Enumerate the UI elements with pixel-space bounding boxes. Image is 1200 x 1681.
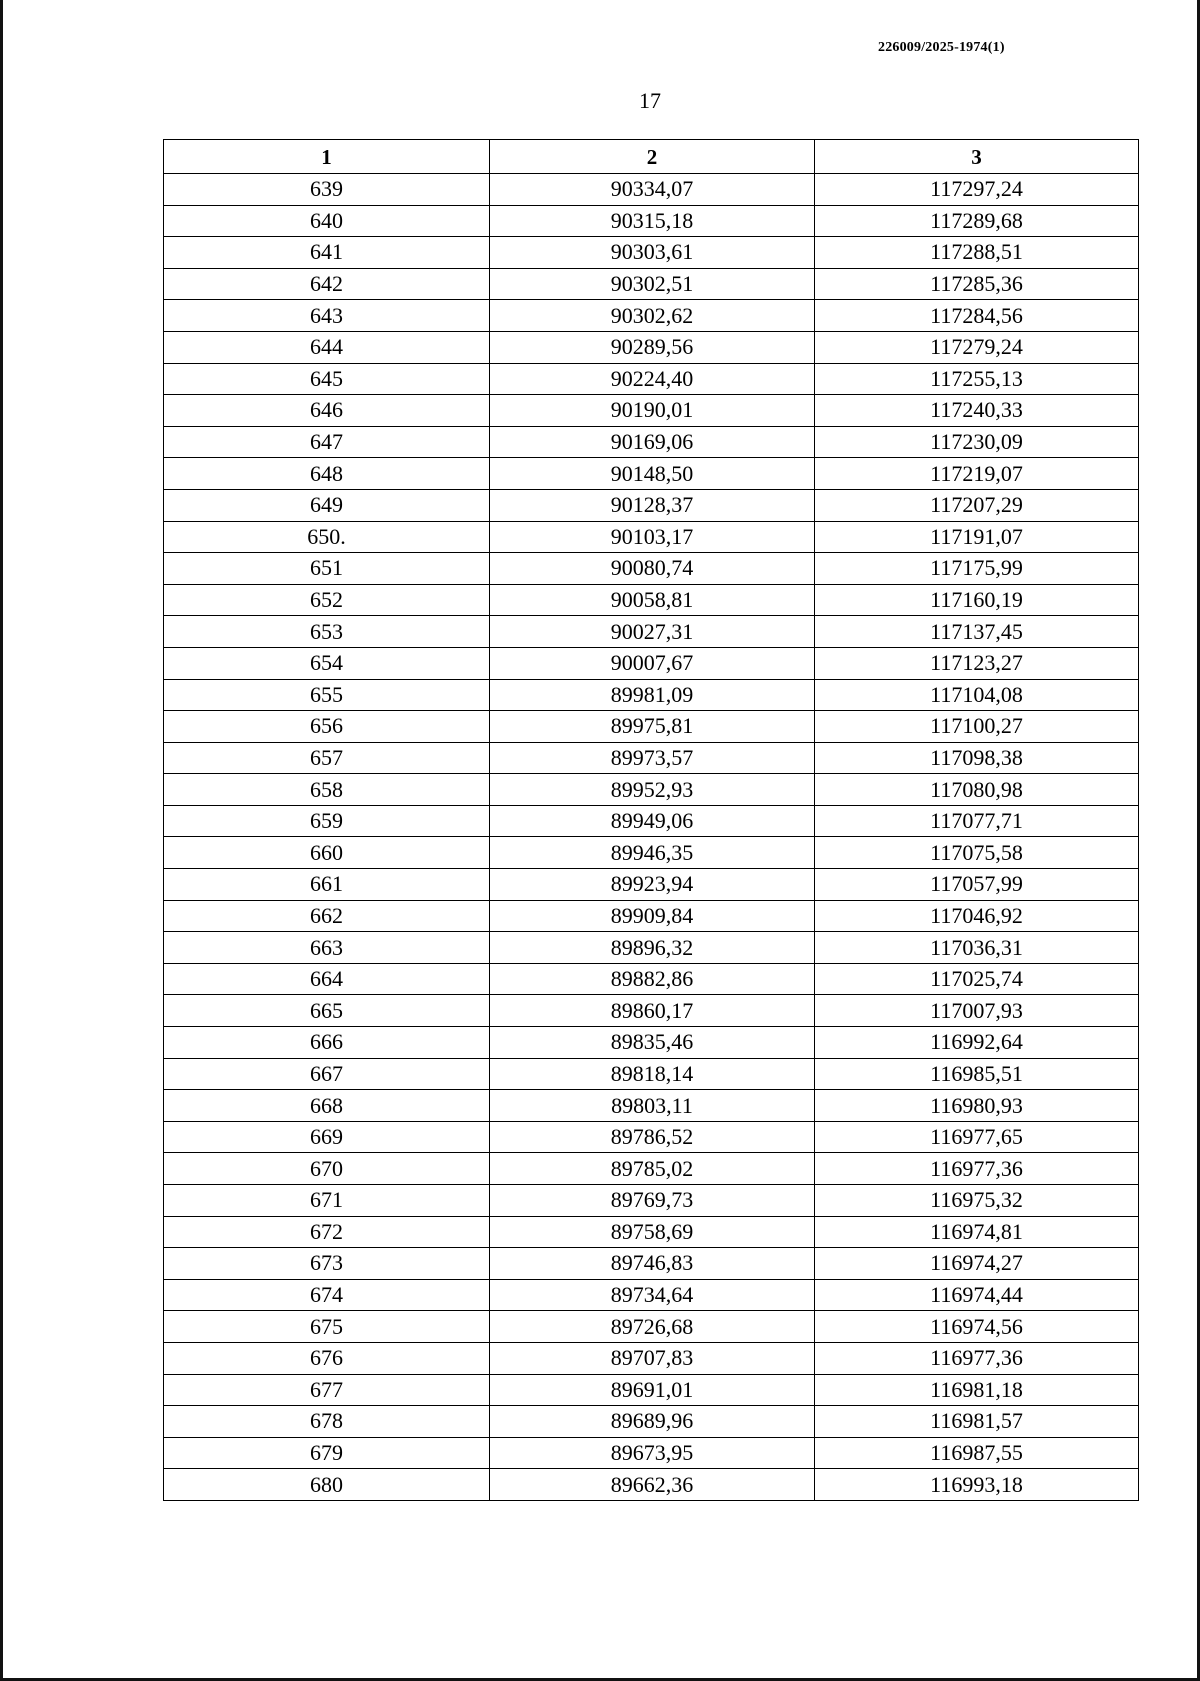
point-number-cell: 666 — [164, 1027, 490, 1059]
point-number-cell: 674 — [164, 1279, 490, 1311]
table-row — [164, 331, 1139, 363]
x-coordinate-cell: 90169,06 — [490, 426, 815, 458]
point-number-cell: 652 — [164, 584, 490, 616]
y-coordinate-cell: 116981,57 — [815, 1406, 1139, 1438]
table-row — [164, 584, 1139, 616]
table-row — [164, 1469, 1139, 1501]
x-coordinate-cell: 89691,01 — [490, 1374, 815, 1406]
point-number-cell: 662 — [164, 900, 490, 932]
y-coordinate-cell: 117285,36 — [815, 268, 1139, 300]
table-row — [164, 1279, 1139, 1311]
x-coordinate-cell: 90027,31 — [490, 616, 815, 648]
y-coordinate-cell: 117191,07 — [815, 521, 1139, 553]
page-number: 17 — [639, 88, 661, 113]
y-coordinate-cell: 117007,93 — [815, 995, 1139, 1027]
y-coordinate-cell: 116981,18 — [815, 1374, 1139, 1406]
x-coordinate-cell: 89803,11 — [490, 1090, 815, 1122]
point-number-cell: 664 — [164, 963, 490, 995]
point-number-cell: 647 — [164, 426, 490, 458]
point-number-cell: 679 — [164, 1437, 490, 1469]
table-row — [164, 205, 1139, 237]
x-coordinate-cell: 89946,35 — [490, 837, 815, 869]
x-coordinate-cell: 90080,74 — [490, 553, 815, 585]
point-number-cell: 644 — [164, 331, 490, 363]
y-coordinate-cell: 116974,56 — [815, 1311, 1139, 1343]
table-row — [164, 869, 1139, 901]
x-coordinate-cell: 90007,67 — [490, 647, 815, 679]
point-number-cell: 651 — [164, 553, 490, 585]
table-row — [164, 1185, 1139, 1217]
x-coordinate-cell: 90334,07 — [490, 174, 815, 206]
point-number-cell: 678 — [164, 1406, 490, 1438]
point-number-cell: 667 — [164, 1058, 490, 1090]
point-number-cell: 668 — [164, 1090, 490, 1122]
y-coordinate-cell: 116975,32 — [815, 1185, 1139, 1217]
y-coordinate-cell: 117297,24 — [815, 174, 1139, 206]
point-number-cell: 659 — [164, 805, 490, 837]
point-number-cell: 665 — [164, 995, 490, 1027]
x-coordinate-cell: 90302,62 — [490, 300, 815, 332]
x-coordinate-cell: 89882,86 — [490, 963, 815, 995]
y-coordinate-cell: 117219,07 — [815, 458, 1139, 490]
x-coordinate-cell: 89818,14 — [490, 1058, 815, 1090]
y-coordinate-cell: 117284,56 — [815, 300, 1139, 332]
table-row — [164, 1153, 1139, 1185]
point-number-cell: 660 — [164, 837, 490, 869]
point-number-cell: 661 — [164, 869, 490, 901]
x-coordinate-cell: 90103,17 — [490, 521, 815, 553]
x-coordinate-cell: 89726,68 — [490, 1311, 815, 1343]
table-row — [164, 1027, 1139, 1059]
y-coordinate-cell: 117175,99 — [815, 553, 1139, 585]
y-coordinate-cell: 117100,27 — [815, 711, 1139, 743]
y-coordinate-cell: 117123,27 — [815, 647, 1139, 679]
table-row — [164, 711, 1139, 743]
x-coordinate-cell: 89689,96 — [490, 1406, 815, 1438]
point-number-cell: 673 — [164, 1248, 490, 1280]
table-row — [164, 1342, 1139, 1374]
x-coordinate-cell: 89769,73 — [490, 1185, 815, 1217]
scan-border-left — [0, 0, 3, 1681]
y-coordinate-cell: 117057,99 — [815, 869, 1139, 901]
table-header-row — [164, 140, 1139, 174]
y-coordinate-cell: 117240,33 — [815, 395, 1139, 427]
point-number-cell: 641 — [164, 237, 490, 269]
y-coordinate-cell: 116985,51 — [815, 1058, 1139, 1090]
x-coordinate-cell: 89949,06 — [490, 805, 815, 837]
table-row — [164, 426, 1139, 458]
table-row — [164, 963, 1139, 995]
x-coordinate-cell: 89835,46 — [490, 1027, 815, 1059]
table-row — [164, 1406, 1139, 1438]
table-row — [164, 1090, 1139, 1122]
point-number-cell: 654 — [164, 647, 490, 679]
point-number-cell: 671 — [164, 1185, 490, 1217]
x-coordinate-cell: 90128,37 — [490, 489, 815, 521]
y-coordinate-cell: 117080,98 — [815, 774, 1139, 806]
point-number-cell: 639 — [164, 174, 490, 206]
x-coordinate-cell: 89860,17 — [490, 995, 815, 1027]
table-row — [164, 1121, 1139, 1153]
table-row — [164, 774, 1139, 806]
x-coordinate-cell: 89923,94 — [490, 869, 815, 901]
y-coordinate-cell: 117104,08 — [815, 679, 1139, 711]
y-coordinate-cell: 117230,09 — [815, 426, 1139, 458]
x-coordinate-cell: 89746,83 — [490, 1248, 815, 1280]
table-row — [164, 647, 1139, 679]
table-row — [164, 837, 1139, 869]
x-coordinate-cell: 89707,83 — [490, 1342, 815, 1374]
x-coordinate-cell: 90058,81 — [490, 584, 815, 616]
column-header-1: 1 — [164, 140, 490, 174]
y-coordinate-cell: 117255,13 — [815, 363, 1139, 395]
y-coordinate-cell: 117077,71 — [815, 805, 1139, 837]
table-row — [164, 363, 1139, 395]
x-coordinate-cell: 90303,61 — [490, 237, 815, 269]
point-number-cell: 649 — [164, 489, 490, 521]
table-row — [164, 458, 1139, 490]
x-coordinate-cell: 89981,09 — [490, 679, 815, 711]
y-coordinate-cell: 117025,74 — [815, 963, 1139, 995]
y-coordinate-cell: 117207,29 — [815, 489, 1139, 521]
x-coordinate-cell: 89673,95 — [490, 1437, 815, 1469]
x-coordinate-cell: 90302,51 — [490, 268, 815, 300]
point-number-cell: 677 — [164, 1374, 490, 1406]
x-coordinate-cell: 89896,32 — [490, 932, 815, 964]
point-number-cell: 670 — [164, 1153, 490, 1185]
point-number-cell: 676 — [164, 1342, 490, 1374]
table-row — [164, 300, 1139, 332]
point-number-cell: 655 — [164, 679, 490, 711]
point-number-cell: 642 — [164, 268, 490, 300]
point-number-cell: 663 — [164, 932, 490, 964]
y-coordinate-cell: 117046,92 — [815, 900, 1139, 932]
point-number-cell: 643 — [164, 300, 490, 332]
y-coordinate-cell: 116980,93 — [815, 1090, 1139, 1122]
y-coordinate-cell: 116977,36 — [815, 1342, 1139, 1374]
y-coordinate-cell: 116992,64 — [815, 1027, 1139, 1059]
point-number-cell: 650. — [164, 521, 490, 553]
point-number-cell: 675 — [164, 1311, 490, 1343]
x-coordinate-cell: 89786,52 — [490, 1121, 815, 1153]
table-row — [164, 489, 1139, 521]
y-coordinate-cell: 117075,58 — [815, 837, 1139, 869]
point-number-cell: 672 — [164, 1216, 490, 1248]
table-row — [164, 1058, 1139, 1090]
table-body — [164, 174, 1139, 1501]
table-row — [164, 932, 1139, 964]
y-coordinate-cell: 117160,19 — [815, 584, 1139, 616]
column-header-2: 2 — [490, 140, 815, 174]
point-number-cell: 680 — [164, 1469, 490, 1501]
point-number-cell: 646 — [164, 395, 490, 427]
table-row — [164, 616, 1139, 648]
y-coordinate-cell: 116987,55 — [815, 1437, 1139, 1469]
point-number-cell: 658 — [164, 774, 490, 806]
table-row — [164, 553, 1139, 585]
x-coordinate-cell: 90289,56 — [490, 331, 815, 363]
x-coordinate-cell: 89662,36 — [490, 1469, 815, 1501]
x-coordinate-cell: 89758,69 — [490, 1216, 815, 1248]
x-coordinate-cell: 89734,64 — [490, 1279, 815, 1311]
table-row — [164, 1248, 1139, 1280]
table-row — [164, 1437, 1139, 1469]
coordinates-table — [163, 139, 1139, 1501]
x-coordinate-cell: 90224,40 — [490, 363, 815, 395]
x-coordinate-cell: 89952,93 — [490, 774, 815, 806]
y-coordinate-cell: 116977,36 — [815, 1153, 1139, 1185]
x-coordinate-cell: 90315,18 — [490, 205, 815, 237]
table-row — [164, 742, 1139, 774]
y-coordinate-cell: 117098,38 — [815, 742, 1139, 774]
y-coordinate-cell: 116977,65 — [815, 1121, 1139, 1153]
table-row — [164, 995, 1139, 1027]
point-number-cell: 657 — [164, 742, 490, 774]
table-row — [164, 395, 1139, 427]
point-number-cell: 645 — [164, 363, 490, 395]
column-header-3: 3 — [815, 140, 1139, 174]
y-coordinate-cell: 116993,18 — [815, 1469, 1139, 1501]
table-row — [164, 1374, 1139, 1406]
x-coordinate-cell: 89973,57 — [490, 742, 815, 774]
table-row — [164, 237, 1139, 269]
y-coordinate-cell: 117036,31 — [815, 932, 1139, 964]
point-number-cell: 656 — [164, 711, 490, 743]
x-coordinate-cell: 89909,84 — [490, 900, 815, 932]
table-row — [164, 174, 1139, 206]
x-coordinate-cell: 90190,01 — [490, 395, 815, 427]
y-coordinate-cell: 117288,51 — [815, 237, 1139, 269]
table-row — [164, 805, 1139, 837]
document-number: 226009/2025-1974(1) — [878, 40, 1005, 55]
table-row — [164, 900, 1139, 932]
table-row — [164, 1216, 1139, 1248]
point-number-cell: 648 — [164, 458, 490, 490]
table-row — [164, 521, 1139, 553]
y-coordinate-cell: 116974,27 — [815, 1248, 1139, 1280]
table-row — [164, 1311, 1139, 1343]
x-coordinate-cell: 89975,81 — [490, 711, 815, 743]
x-coordinate-cell: 90148,50 — [490, 458, 815, 490]
table-row — [164, 679, 1139, 711]
x-coordinate-cell: 89785,02 — [490, 1153, 815, 1185]
y-coordinate-cell: 117289,68 — [815, 205, 1139, 237]
y-coordinate-cell: 117279,24 — [815, 331, 1139, 363]
y-coordinate-cell: 116974,81 — [815, 1216, 1139, 1248]
y-coordinate-cell: 117137,45 — [815, 616, 1139, 648]
point-number-cell: 653 — [164, 616, 490, 648]
y-coordinate-cell: 116974,44 — [815, 1279, 1139, 1311]
table-row — [164, 268, 1139, 300]
point-number-cell: 640 — [164, 205, 490, 237]
point-number-cell: 669 — [164, 1121, 490, 1153]
